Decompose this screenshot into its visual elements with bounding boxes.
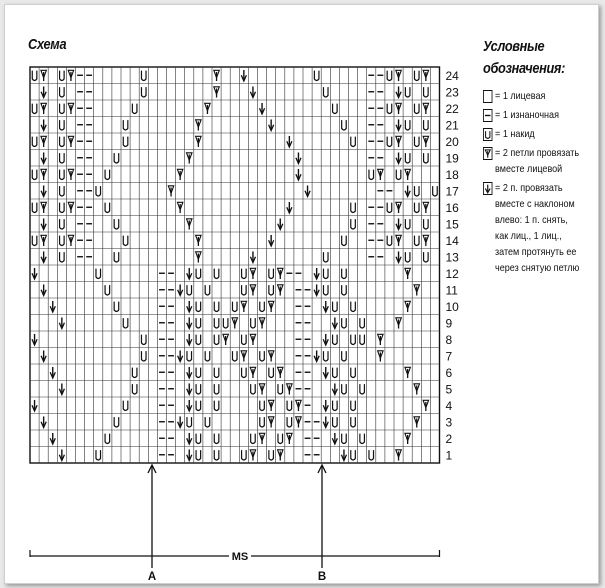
legend-label: = 1 лицевая	[495, 90, 546, 102]
repeat-label: MS	[231, 551, 249, 563]
row-number: 8	[445, 332, 453, 347]
marker-b-label: B	[317, 571, 327, 583]
legend-label-continuation: как лиц., 1 лиц.,	[495, 230, 562, 242]
legend-label: = 2 п. провязать	[495, 182, 563, 194]
row-number: 20	[445, 134, 459, 149]
row-number: 23	[445, 85, 459, 100]
row-number: 5	[445, 382, 453, 397]
legend-item-ssk	[483, 180, 605, 196]
marker-a	[148, 465, 156, 583]
row-number: 14	[445, 233, 459, 248]
legend-label-continuation: через снятую петлю	[495, 262, 580, 274]
legend-title-line1: Условные	[483, 38, 545, 55]
row-number: 13	[445, 250, 459, 265]
legend-items	[483, 88, 603, 276]
legend-label-continuation: затем протянуть ее	[495, 246, 577, 258]
row-number: 15	[445, 217, 459, 232]
row-number: 6	[445, 365, 453, 380]
legend-title-line2: обозначения:	[483, 60, 565, 77]
legend-item-knit	[483, 88, 605, 104]
row-number: 19	[445, 151, 459, 166]
legend-label-continuation: влево: 1 п. снять,	[495, 214, 568, 226]
row-number: 11	[445, 283, 458, 298]
k2tog-icon	[483, 147, 492, 160]
ssk-icon	[483, 182, 492, 195]
row-number: 16	[445, 200, 459, 215]
legend-item-purl	[483, 107, 605, 123]
legend-item-yo	[483, 126, 605, 142]
legend-label: = 1 накид	[495, 128, 535, 140]
row-number: 10	[445, 299, 459, 314]
row-number: 9	[445, 316, 453, 331]
marker-a-label: A	[147, 571, 157, 583]
row-numbers	[446, 69, 460, 463]
row-number: 22	[445, 101, 459, 116]
row-number: 3	[445, 415, 453, 430]
legend-label: = 2 петли провязать	[495, 147, 580, 159]
legend-label: = 1 изнаночная	[495, 109, 559, 121]
row-number: 7	[445, 349, 453, 364]
row-number: 1	[445, 448, 453, 463]
yo-icon	[483, 128, 492, 141]
row-number: 17	[445, 184, 459, 199]
row-number: 2	[445, 431, 453, 446]
purl-icon	[483, 109, 492, 122]
row-number: 18	[445, 167, 459, 182]
knit-icon	[483, 90, 492, 103]
legend-label-continuation: вместе лицевой	[495, 163, 563, 175]
legend-item-k2tog	[483, 145, 605, 161]
row-number: 21	[445, 118, 459, 133]
row-number: 24	[445, 68, 459, 83]
legend-label-continuation: вместе с наклоном	[495, 198, 575, 210]
row-number: 4	[445, 398, 453, 413]
marker-b	[318, 465, 326, 583]
legend	[483, 36, 603, 276]
row-number: 12	[445, 266, 459, 281]
chart-title: Схема	[28, 36, 67, 53]
